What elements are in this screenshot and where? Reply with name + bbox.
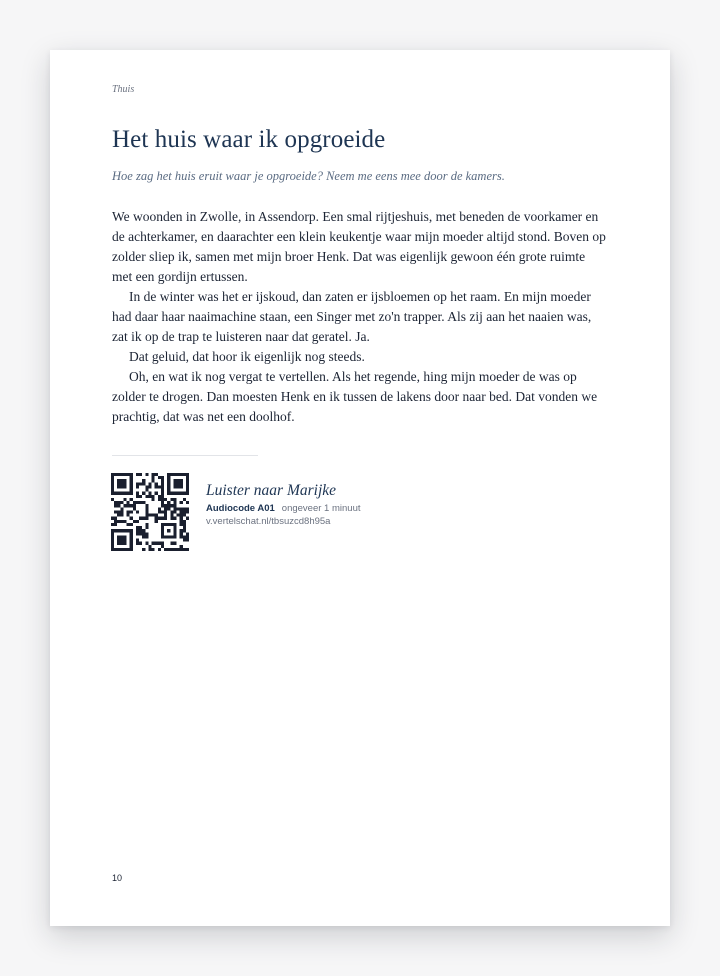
page-number: 10 [112,873,123,883]
audio-meta [206,503,361,515]
page-subtitle: Hoe zag het huis eruit waar je opgroeide? Neem me eens mee door de kamers. [112,169,505,183]
section-label: Thuis [112,84,135,95]
audio-title: Luister naar Marijke [206,482,337,499]
audio-url[interactable]: v.vertelschat.nl/tbsuzcd8h95a [206,516,331,527]
page-title: Het huis waar ik opgroeide [112,126,386,153]
document-page [50,50,670,926]
audio-block [206,482,361,528]
story-body [112,207,608,427]
section-divider [112,455,258,456]
story-paragraph: We woonden in Zwolle, in Assendorp. Een smal rijtjeshuis, met beneden de voorkamer en de achterkamer, en daarachter een klein keukentje waar mijn moeder altijd stond. Boven op zolder sliep ik, samen met mijn broer Henk. Dat was eigenlijk gewoon één grote ruimte met een gordijn ertussen. [112,209,606,284]
qr-code-icon[interactable] [111,473,189,551]
audio-duration: ongeveer 1 minuut [281,503,361,514]
story-paragraph: Dat geluid, dat hoor ik eigenlijk nog steeds. [129,349,365,364]
story-paragraph: Oh, en wat ik nog vergat te vertellen. Als het regende, hing mijn moeder de was op zolder te drogen. Dan moesten Henk en ik tussen de lakens door naar bed. Dat vonden we prachtig, dat was net een doolhof. [112,369,598,424]
story-paragraph: In de winter was het er ijskoud, dan zaten er ijsbloemen op het raam. En mijn moeder had daar haar naaimachine staan, een Singer met zo'n trapper. Als zij aan het naaien was, zat ik op de trap te luisteren naar dat geratel. Ja. [112,289,592,344]
audio-code: Audiocode A01 [206,503,275,514]
